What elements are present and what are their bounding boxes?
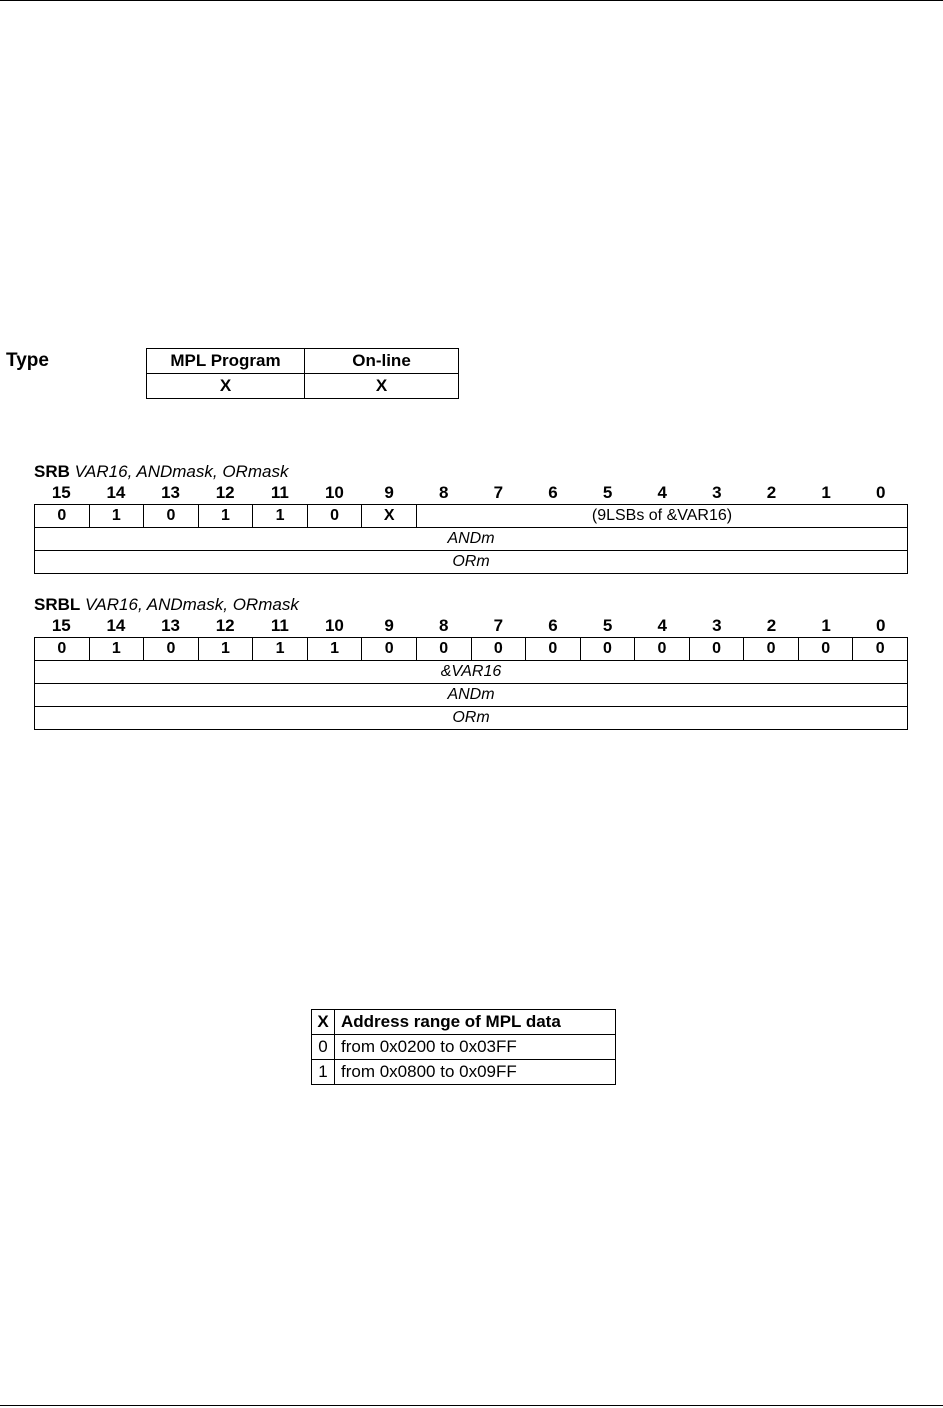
address-row-x: 1 bbox=[312, 1060, 335, 1085]
srb-bit-11: 1 bbox=[253, 505, 308, 528]
srb-word-row bbox=[35, 528, 908, 551]
srbl-word-row bbox=[35, 684, 908, 707]
srb-bit-12: 1 bbox=[198, 505, 253, 528]
address-header-range: Address range of MPL data bbox=[335, 1010, 616, 1035]
srb-syntax bbox=[34, 462, 908, 482]
srb-low-field: (9LSBs of &VAR16) bbox=[416, 505, 907, 528]
srb-orm-word: ORm bbox=[35, 551, 908, 574]
srbl-bit-13: 0 bbox=[144, 638, 199, 661]
bit-number: 9 bbox=[384, 616, 394, 635]
bit-number: 15 bbox=[51, 483, 71, 502]
bit-number: 0 bbox=[875, 616, 886, 635]
table-row bbox=[312, 1035, 616, 1060]
bit-number: 10 bbox=[324, 616, 344, 635]
bit-number: 5 bbox=[602, 483, 613, 502]
bit-number: 5 bbox=[602, 616, 613, 635]
type-table bbox=[146, 348, 459, 399]
srb-word-row bbox=[35, 551, 908, 574]
srb-bit-13: 0 bbox=[144, 505, 199, 528]
srbl-word-row bbox=[35, 707, 908, 730]
srbl-bit-4: 0 bbox=[635, 638, 690, 661]
srb-encoding-table bbox=[34, 504, 908, 574]
srbl-args: VAR16, ANDmask, ORmask bbox=[85, 595, 299, 614]
srbl-word-row bbox=[35, 661, 908, 684]
srbl-opcode-row bbox=[35, 638, 908, 661]
bit-number: 4 bbox=[657, 483, 667, 502]
type-value-mpl-program: X bbox=[147, 374, 305, 399]
type-label: Type bbox=[6, 350, 49, 371]
bit-number: 11 bbox=[270, 616, 289, 635]
srbl-syntax bbox=[34, 595, 908, 615]
bit-number: 7 bbox=[493, 483, 504, 502]
bit-number: 7 bbox=[493, 616, 504, 635]
srbl-bit-10: 1 bbox=[307, 638, 362, 661]
bit-number: 8 bbox=[438, 616, 449, 635]
srbl-bit-11: 1 bbox=[253, 638, 308, 661]
srbl-mnemonic: SRBL bbox=[34, 595, 81, 614]
srbl-bit-8: 0 bbox=[416, 638, 471, 661]
srbl-bit-14: 1 bbox=[89, 638, 144, 661]
bit-number: 6 bbox=[548, 483, 558, 502]
srb-opcode-row bbox=[35, 505, 908, 528]
srbl-bit-2: 0 bbox=[744, 638, 799, 661]
srbl-bit-6: 0 bbox=[526, 638, 581, 661]
bit-number: 1 bbox=[821, 616, 831, 635]
bottom-rule bbox=[0, 1405, 943, 1406]
srb-bit-14: 1 bbox=[89, 505, 144, 528]
srbl-andm-word: ANDm bbox=[35, 684, 908, 707]
bit-number: 15 bbox=[51, 616, 71, 635]
srbl-bit-9: 0 bbox=[362, 638, 417, 661]
srbl-bit-0: 0 bbox=[853, 638, 908, 661]
srbl-address-word: &VAR16 bbox=[35, 661, 908, 684]
srbl-encoding bbox=[34, 595, 908, 730]
srbl-bit-3: 0 bbox=[689, 638, 744, 661]
address-row-x: 0 bbox=[312, 1035, 335, 1060]
bit-number: 3 bbox=[712, 616, 722, 635]
bit-number: 2 bbox=[766, 483, 777, 502]
srb-andm-word: ANDm bbox=[35, 528, 908, 551]
type-header-on-line: On-line bbox=[305, 349, 459, 374]
srbl-orm-word: ORm bbox=[35, 707, 908, 730]
bit-number: 1 bbox=[821, 483, 831, 502]
bit-number: 6 bbox=[548, 616, 558, 635]
srbl-bit-7: 0 bbox=[471, 638, 526, 661]
table-row bbox=[312, 1060, 616, 1085]
srbl-bit-numbers bbox=[34, 615, 908, 637]
bit-number: 13 bbox=[161, 616, 181, 635]
type-header-mpl-program: MPL Program bbox=[147, 349, 305, 374]
srbl-bit-1: 0 bbox=[798, 638, 853, 661]
bit-number: 2 bbox=[766, 616, 777, 635]
srbl-bit-12: 1 bbox=[198, 638, 253, 661]
srb-encoding bbox=[34, 462, 908, 574]
srbl-encoding-table bbox=[34, 637, 908, 730]
srb-bit-numbers bbox=[34, 482, 908, 504]
srb-bit-9: X bbox=[362, 505, 417, 528]
bit-number: 12 bbox=[215, 483, 235, 502]
srb-mnemonic: SRB bbox=[34, 462, 70, 481]
bit-number: 10 bbox=[324, 483, 344, 502]
bit-number: 11 bbox=[270, 483, 289, 502]
bit-number: 12 bbox=[215, 616, 235, 635]
bit-number: 0 bbox=[875, 483, 886, 502]
bit-number: 9 bbox=[384, 483, 394, 502]
address-table-header bbox=[312, 1010, 616, 1035]
address-row-range: from 0x0800 to 0x09FF bbox=[335, 1060, 616, 1085]
type-value-on-line: X bbox=[305, 374, 459, 399]
bit-number: 13 bbox=[161, 483, 181, 502]
bit-number: 14 bbox=[106, 483, 126, 502]
srb-args: VAR16, ANDmask, ORmask bbox=[74, 462, 289, 481]
address-header-x: X bbox=[312, 1010, 335, 1035]
srbl-bit-5: 0 bbox=[580, 638, 635, 661]
bit-number: 4 bbox=[657, 616, 667, 635]
srbl-bit-15: 0 bbox=[35, 638, 90, 661]
srb-bit-15: 0 bbox=[35, 505, 90, 528]
bit-number: 14 bbox=[106, 616, 126, 635]
bit-number: 3 bbox=[712, 483, 722, 502]
address-row-range: from 0x0200 to 0x03FF bbox=[335, 1035, 616, 1060]
bit-number: 8 bbox=[438, 483, 449, 502]
address-range-table bbox=[311, 1009, 616, 1085]
top-rule bbox=[0, 0, 943, 1]
srb-bit-10: 0 bbox=[307, 505, 362, 528]
